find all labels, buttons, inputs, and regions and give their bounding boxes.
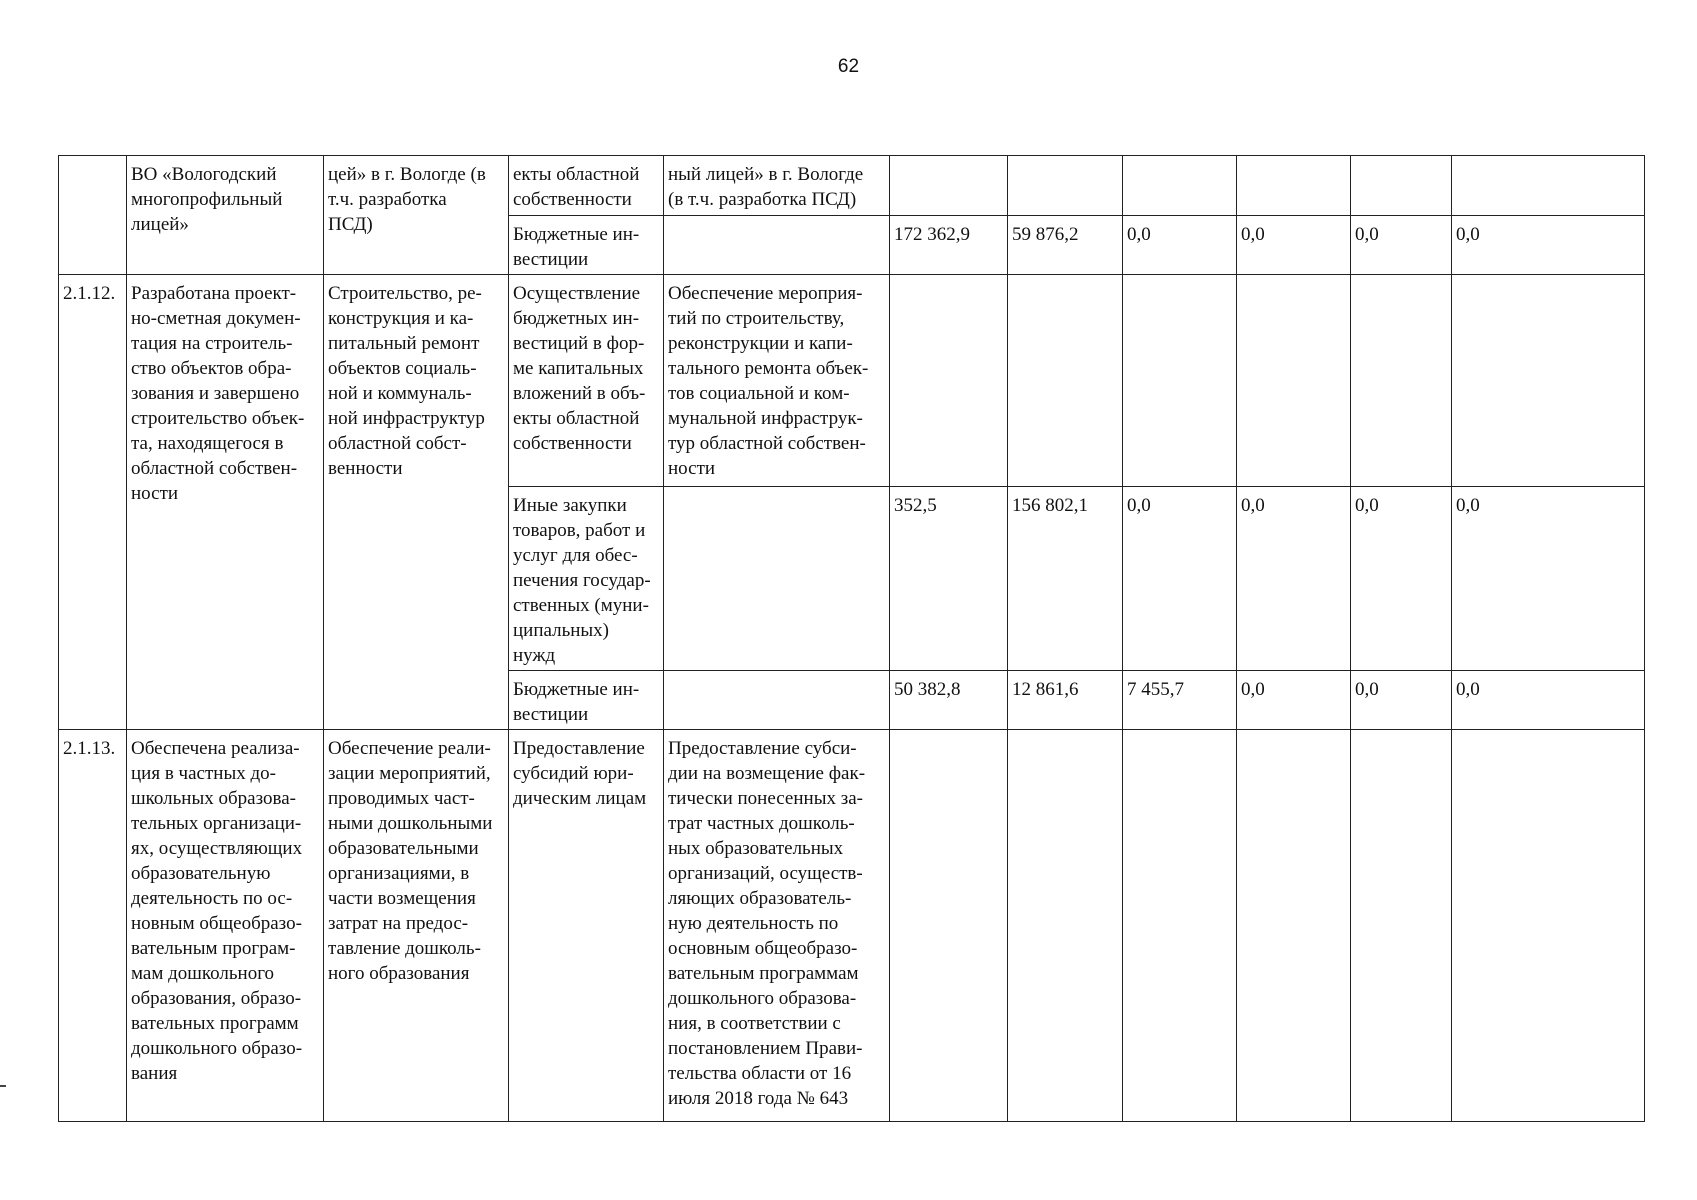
value-cell: 0,0 [1237,216,1351,275]
value-cell: 352,5 [890,487,1008,671]
expense-type-cell: Предоставление субсидий юри- дическим лицам [509,730,664,1122]
value-cell [1237,275,1351,487]
table-row [59,275,1645,487]
value-cell: 0,0 [1237,671,1351,730]
value-cell: 0,0 [1123,487,1237,671]
result-cell: ВО «Вологодский многопрофильный лицей» [127,156,324,275]
value-cell [890,156,1008,216]
expense-type-cell: Осуществление бюджетных ин- вестиций в фор- ме капитальных вложений в объ- екты областной собственности [509,275,664,487]
value-cell [1008,156,1123,216]
value-cell [1237,730,1351,1122]
value-cell: 0,0 [1351,671,1452,730]
action-cell: Обеспечение реали- зации мероприятий, проводимых част- ными дошкольными образовательными организациями, в части возмещения затрат на предос- тавление дошколь- ного образования [324,730,509,1122]
value-cell [1123,275,1237,487]
description-cell: ный лицей» в г. Вологде (в т.ч. разработка ПСД) [664,156,890,216]
value-cell: 12 861,6 [1008,671,1123,730]
description-cell [664,216,890,275]
row-number-cell: 2.1.13. [59,730,127,1122]
expense-type-cell: Бюджетные ин- вестиции [509,216,664,275]
result-cell: Обеспечена реализа- ция в частных до- школьных образова- тельных организаци- ях, осуществляющих образовательную деятельность по ос- новным общеобразо- вательным програм- мам дошкольного образования, образо- вательных программ дошкольного образо- вания [127,730,324,1122]
value-cell [890,730,1008,1122]
result-cell: Разработана проект- но-сметная докумен- тация на строитель- ство объектов обра- зования и завершено строительство объек- та, находящегося в областной собствен- ности [127,275,324,730]
action-cell: цей» в г. Вологде (в т.ч. разработка ПСД) [324,156,509,275]
value-cell: 172 362,9 [890,216,1008,275]
value-cell: 0,0 [1237,487,1351,671]
value-cell [1452,730,1645,1122]
value-cell [1123,730,1237,1122]
value-cell [1237,156,1351,216]
value-cell [1351,156,1452,216]
table-row [59,730,1645,1122]
value-cell: 0,0 [1452,487,1645,671]
expense-type-cell: Бюджетные ин- вестиции [509,671,664,730]
description-cell [664,671,890,730]
value-cell [890,275,1008,487]
value-cell [1008,730,1123,1122]
row-number-cell [59,156,127,275]
expense-type-cell: Иные закупки товаров, работ и услуг для обес- печения государ- ственных (муни- ципальных) нужд [509,487,664,671]
value-cell: 0,0 [1452,216,1645,275]
description-cell: Предоставление субси- дии на возмещение фак- тически понесенных за- трат частных дошколь- ных образовательных организаций, осуществ- ляющих образователь- ную деятельность по основным общеобразо- вательным программам дошкольного образова- ния, в соответствии с постановлением Прави- тельства области от 16 июля 2018 года № 643 [664,730,890,1122]
value-cell [1008,275,1123,487]
budget-measures-table [58,155,1645,1122]
value-cell [1351,730,1452,1122]
value-cell: 0,0 [1123,216,1237,275]
value-cell: 59 876,2 [1008,216,1123,275]
value-cell: 0,0 [1351,216,1452,275]
value-cell [1452,275,1645,487]
value-cell: 7 455,7 [1123,671,1237,730]
page-number: 62 [837,56,860,77]
value-cell [1351,275,1452,487]
action-cell: Строительство, ре- конструкция и ка- питальный ремонт объектов социаль- ной и коммуналь- ной инфраструктур областной собст- венности [324,275,509,730]
value-cell [1123,156,1237,216]
value-cell: 50 382,8 [890,671,1008,730]
description-cell: Обеспечение мероприя- тий по строительству, реконструкции и капи- тального ремонта объек- тов социальной и ком- мунальной инфраструк- тур областной собствен- ности [664,275,890,487]
value-cell: 0,0 [1351,487,1452,671]
table-row [59,156,1645,216]
value-cell [1452,156,1645,216]
row-number-cell: 2.1.12. [59,275,127,730]
value-cell: 156 802,1 [1008,487,1123,671]
expense-type-cell: екты областной собственности [509,156,664,216]
description-cell [664,487,890,671]
value-cell: 0,0 [1452,671,1645,730]
scan-edge-mark [0,1085,6,1087]
